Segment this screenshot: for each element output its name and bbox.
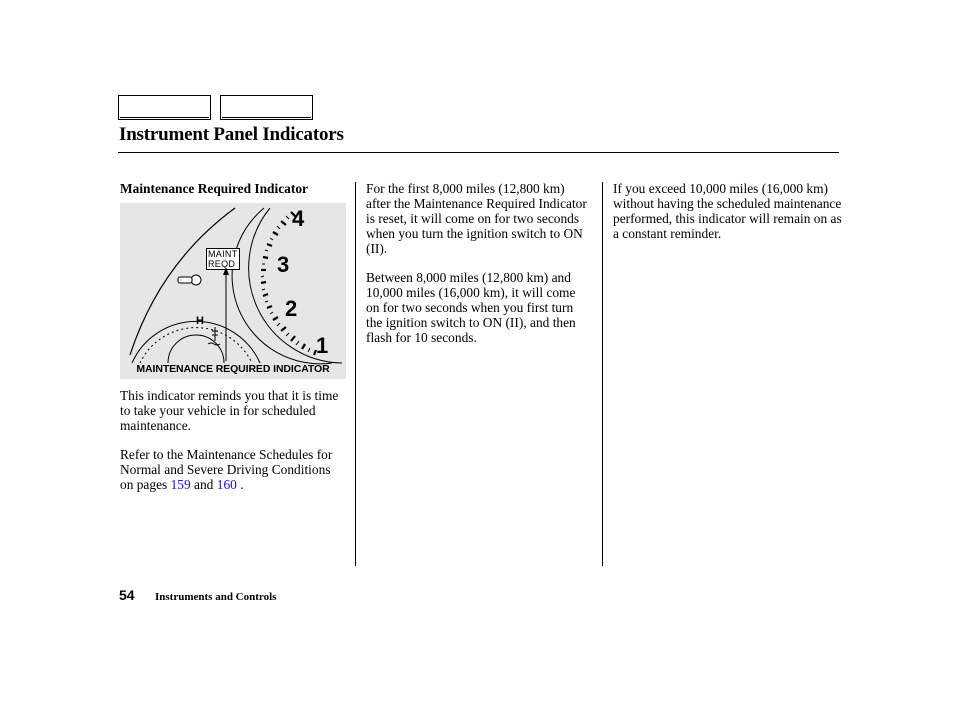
column-1-body [120, 388, 346, 506]
maint-reqd-indicator-label: MAINT REQD [206, 248, 240, 270]
previous-page-button[interactable] [118, 95, 211, 120]
coolant-temperature-icon [208, 327, 220, 345]
gauge-number: 1 [316, 333, 329, 358]
page-link-159[interactable]: 159 [170, 477, 191, 492]
paragraph: For the first 8,000 miles (12,800 km) after the Maintenance Required Indicator is reset, it will come on for two seconds when you turn the ignition switch to ON (II). [366, 181, 587, 256]
gauge-number: 4 [292, 206, 305, 231]
paragraph: If you exceed 10,000 miles (16,000 km) without having the scheduled maintenance performed, this indicator will remain on as a constant reminder. [613, 181, 842, 241]
section-name: Instruments and Controls [155, 591, 277, 603]
column-2-body [366, 181, 592, 359]
page-title: Instrument Panel Indicators [119, 124, 344, 145]
paragraph: This indicator reminds you that it is time to take your vehicle in for scheduled maintenance. [120, 388, 339, 433]
page-link-160[interactable]: 160 [216, 477, 237, 492]
immobilizer-key-icon [178, 275, 201, 285]
column-3-body [613, 181, 843, 255]
paragraph: Refer to the Maintenance Schedules for Normal and Severe Driving Conditions on pages 159 and 160 . [120, 447, 333, 492]
figure-caption: MAINTENANCE REQUIRED INDICATOR [136, 363, 330, 375]
gauge-number: 2 [285, 296, 298, 321]
column-divider [355, 182, 356, 566]
next-page-button[interactable] [220, 95, 313, 120]
page-number: 54 [119, 587, 135, 603]
tachometer-minor-ticks [261, 216, 310, 352]
maintenance-indicator-illustration [120, 203, 346, 379]
column-divider [602, 182, 603, 566]
title-divider [118, 152, 839, 153]
section-heading: Maintenance Required Indicator [120, 181, 308, 196]
temperature-high-mark: H [196, 315, 204, 327]
gauge-number: 3 [277, 252, 290, 277]
gauge-cluster-drawing [120, 203, 346, 379]
paragraph: Between 8,000 miles (12,800 km) and 10,000 miles (16,000 km), it will come on for two seconds when you first turn the ignition switch to ON (II), and then flash for 10 seconds. [366, 270, 576, 345]
